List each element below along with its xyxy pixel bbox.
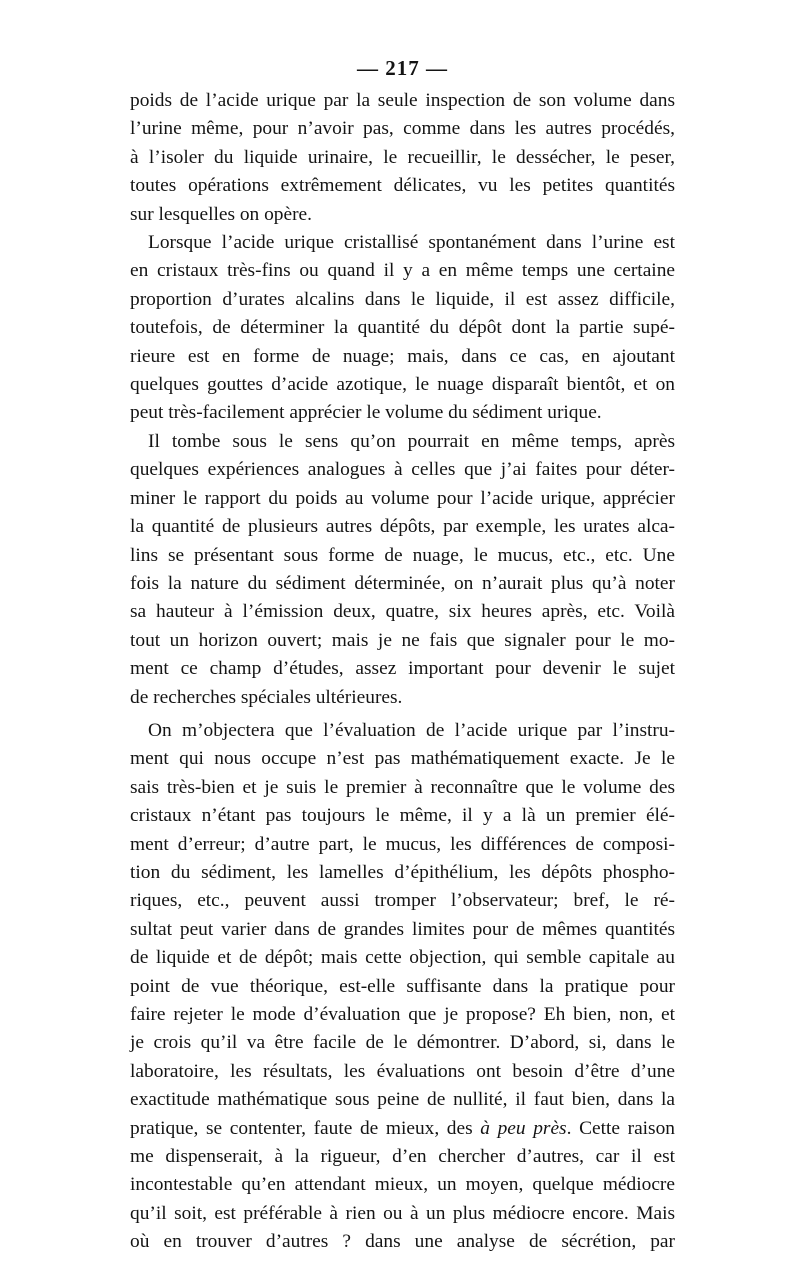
text-line: qu’il soit, est préférable à rien ou à un plus médiocre encore. Mais <box>130 1202 675 1224</box>
text-line: riques, etc., peuvent aussi tromper l’observateur; bref, le ré- <box>130 890 675 912</box>
book-page <box>130 56 675 1257</box>
text-line: me dispenserait, à la rigueur, d’en chercher d’autres, car il est <box>130 1146 675 1168</box>
italic-phrase: à peu près <box>480 1117 567 1139</box>
text-line: rieure est en forme de nuage; mais, dans ce cas, en ajoutant <box>130 345 675 367</box>
text-segment: . Cette raison <box>566 1117 675 1139</box>
text-line: proportion d’urates alcalins dans le liquide, il est assez difficile, <box>130 288 675 310</box>
text-line: ment ce champ d’études, assez important pour devenir le sujet <box>130 658 675 680</box>
text-line: ment qui nous occupe n’est pas mathématiquement exacte. Je le <box>130 748 675 770</box>
text-line: sur lesquelles on opère. <box>130 203 313 225</box>
text-line: tout un horizon ouvert; mais je ne fais que signaler pour le mo- <box>130 629 675 651</box>
text-line: lins se présentant sous forme de nuage, le mucus, etc., etc. Une <box>130 544 675 566</box>
text-line: de liquide et de dépôt; mais cette objection, qui semble capitale au <box>130 947 675 969</box>
text-segment: pratique, se contenter, faute de mieux, des <box>130 1117 481 1139</box>
text-line-with-italic <box>130 1115 675 1143</box>
text-line: quelques expériences analogues à celles que j’ai faites pour déter- <box>130 459 675 481</box>
text-line: peut très-facilement apprécier le volume du sédiment urique. <box>130 402 602 424</box>
text-line: je crois qu’il va être facile de le démontrer. D’abord, si, dans le <box>130 1032 675 1054</box>
text-line: quelques gouttes d’acide azotique, le nuage disparaît bientôt, et on <box>130 374 675 396</box>
text-line: exactitude mathématique sous peine de nullité, il faut bien, dans la <box>130 1089 675 1111</box>
paragraph-1 <box>130 87 675 229</box>
text-line: point de vue théorique, est-elle suffisante dans la pratique pour <box>130 975 675 997</box>
text-line: l’urine même, pour n’avoir pas, comme dans les autres procédés, <box>130 118 675 140</box>
text-line: Il tombe sous le sens qu’on pourrait en même temps, après <box>148 430 675 452</box>
page-number: — 217 — <box>357 56 448 80</box>
text-line: sultat peut varier dans de grandes limites pour de mêmes quantités <box>130 918 675 940</box>
text-line: faire rejeter le mode d’évaluation que je propose? Eh bien, non, et <box>130 1004 675 1025</box>
paragraph-2 <box>130 229 675 428</box>
text-line: de recherches spéciales ultérieures. <box>130 686 403 708</box>
text-line: où en trouver d’autres ? dans une analyse de sécrétion, par <box>130 1231 675 1253</box>
paragraph-4 <box>130 717 675 1257</box>
text-line: cristaux n’étant pas toujours le même, il y a là un premier élé- <box>130 805 675 827</box>
text-line: tion du sédiment, les lamelles d’épithélium, les dépôts phospho- <box>130 861 675 883</box>
text-line: incontestable qu’en attendant mieux, un moyen, quelque médiocre <box>130 1174 675 1196</box>
text-line: fois la nature du sédiment déterminée, on n’aurait plus qu’à noter <box>130 572 675 594</box>
text-line: toutes opérations extrêmement délicates, vu les petites quantités <box>130 175 675 197</box>
text-line: miner le rapport du poids au volume pour l’acide urique, apprécier <box>130 487 675 509</box>
text-line: laboratoire, les résultats, les évaluations ont besoin d’être d’une <box>130 1060 675 1082</box>
text-line: sais très-bien et je suis le premier à reconnaître que le volume des <box>130 776 675 798</box>
text-line: la quantité de plusieurs autres dépôts, par exemple, les urates alca- <box>130 516 675 538</box>
text-line: à l’isoler du liquide urinaire, le recueillir, le dessécher, le peser, <box>130 146 675 168</box>
text-line: On m’objectera que l’évaluation de l’acide urique par l’instru- <box>148 719 675 741</box>
text-line: ment d’erreur; d’autre part, le mucus, les différences de composi- <box>130 833 675 855</box>
text-line: toutefois, de déterminer la quantité du dépôt dont la partie supé- <box>130 317 675 339</box>
paragraph-3 <box>130 428 675 712</box>
text-line: Lorsque l’acide urique cristallisé spontanément dans l’urine est <box>148 232 675 254</box>
text-line: en cristaux très-fins ou quand il y a en même temps une certaine <box>130 260 675 282</box>
text-line: sa hauteur à l’émission deux, quatre, six heures après, etc. Voilà <box>130 601 675 623</box>
text-line: poids de l’acide urique par la seule inspection de son volume dans <box>130 90 675 111</box>
